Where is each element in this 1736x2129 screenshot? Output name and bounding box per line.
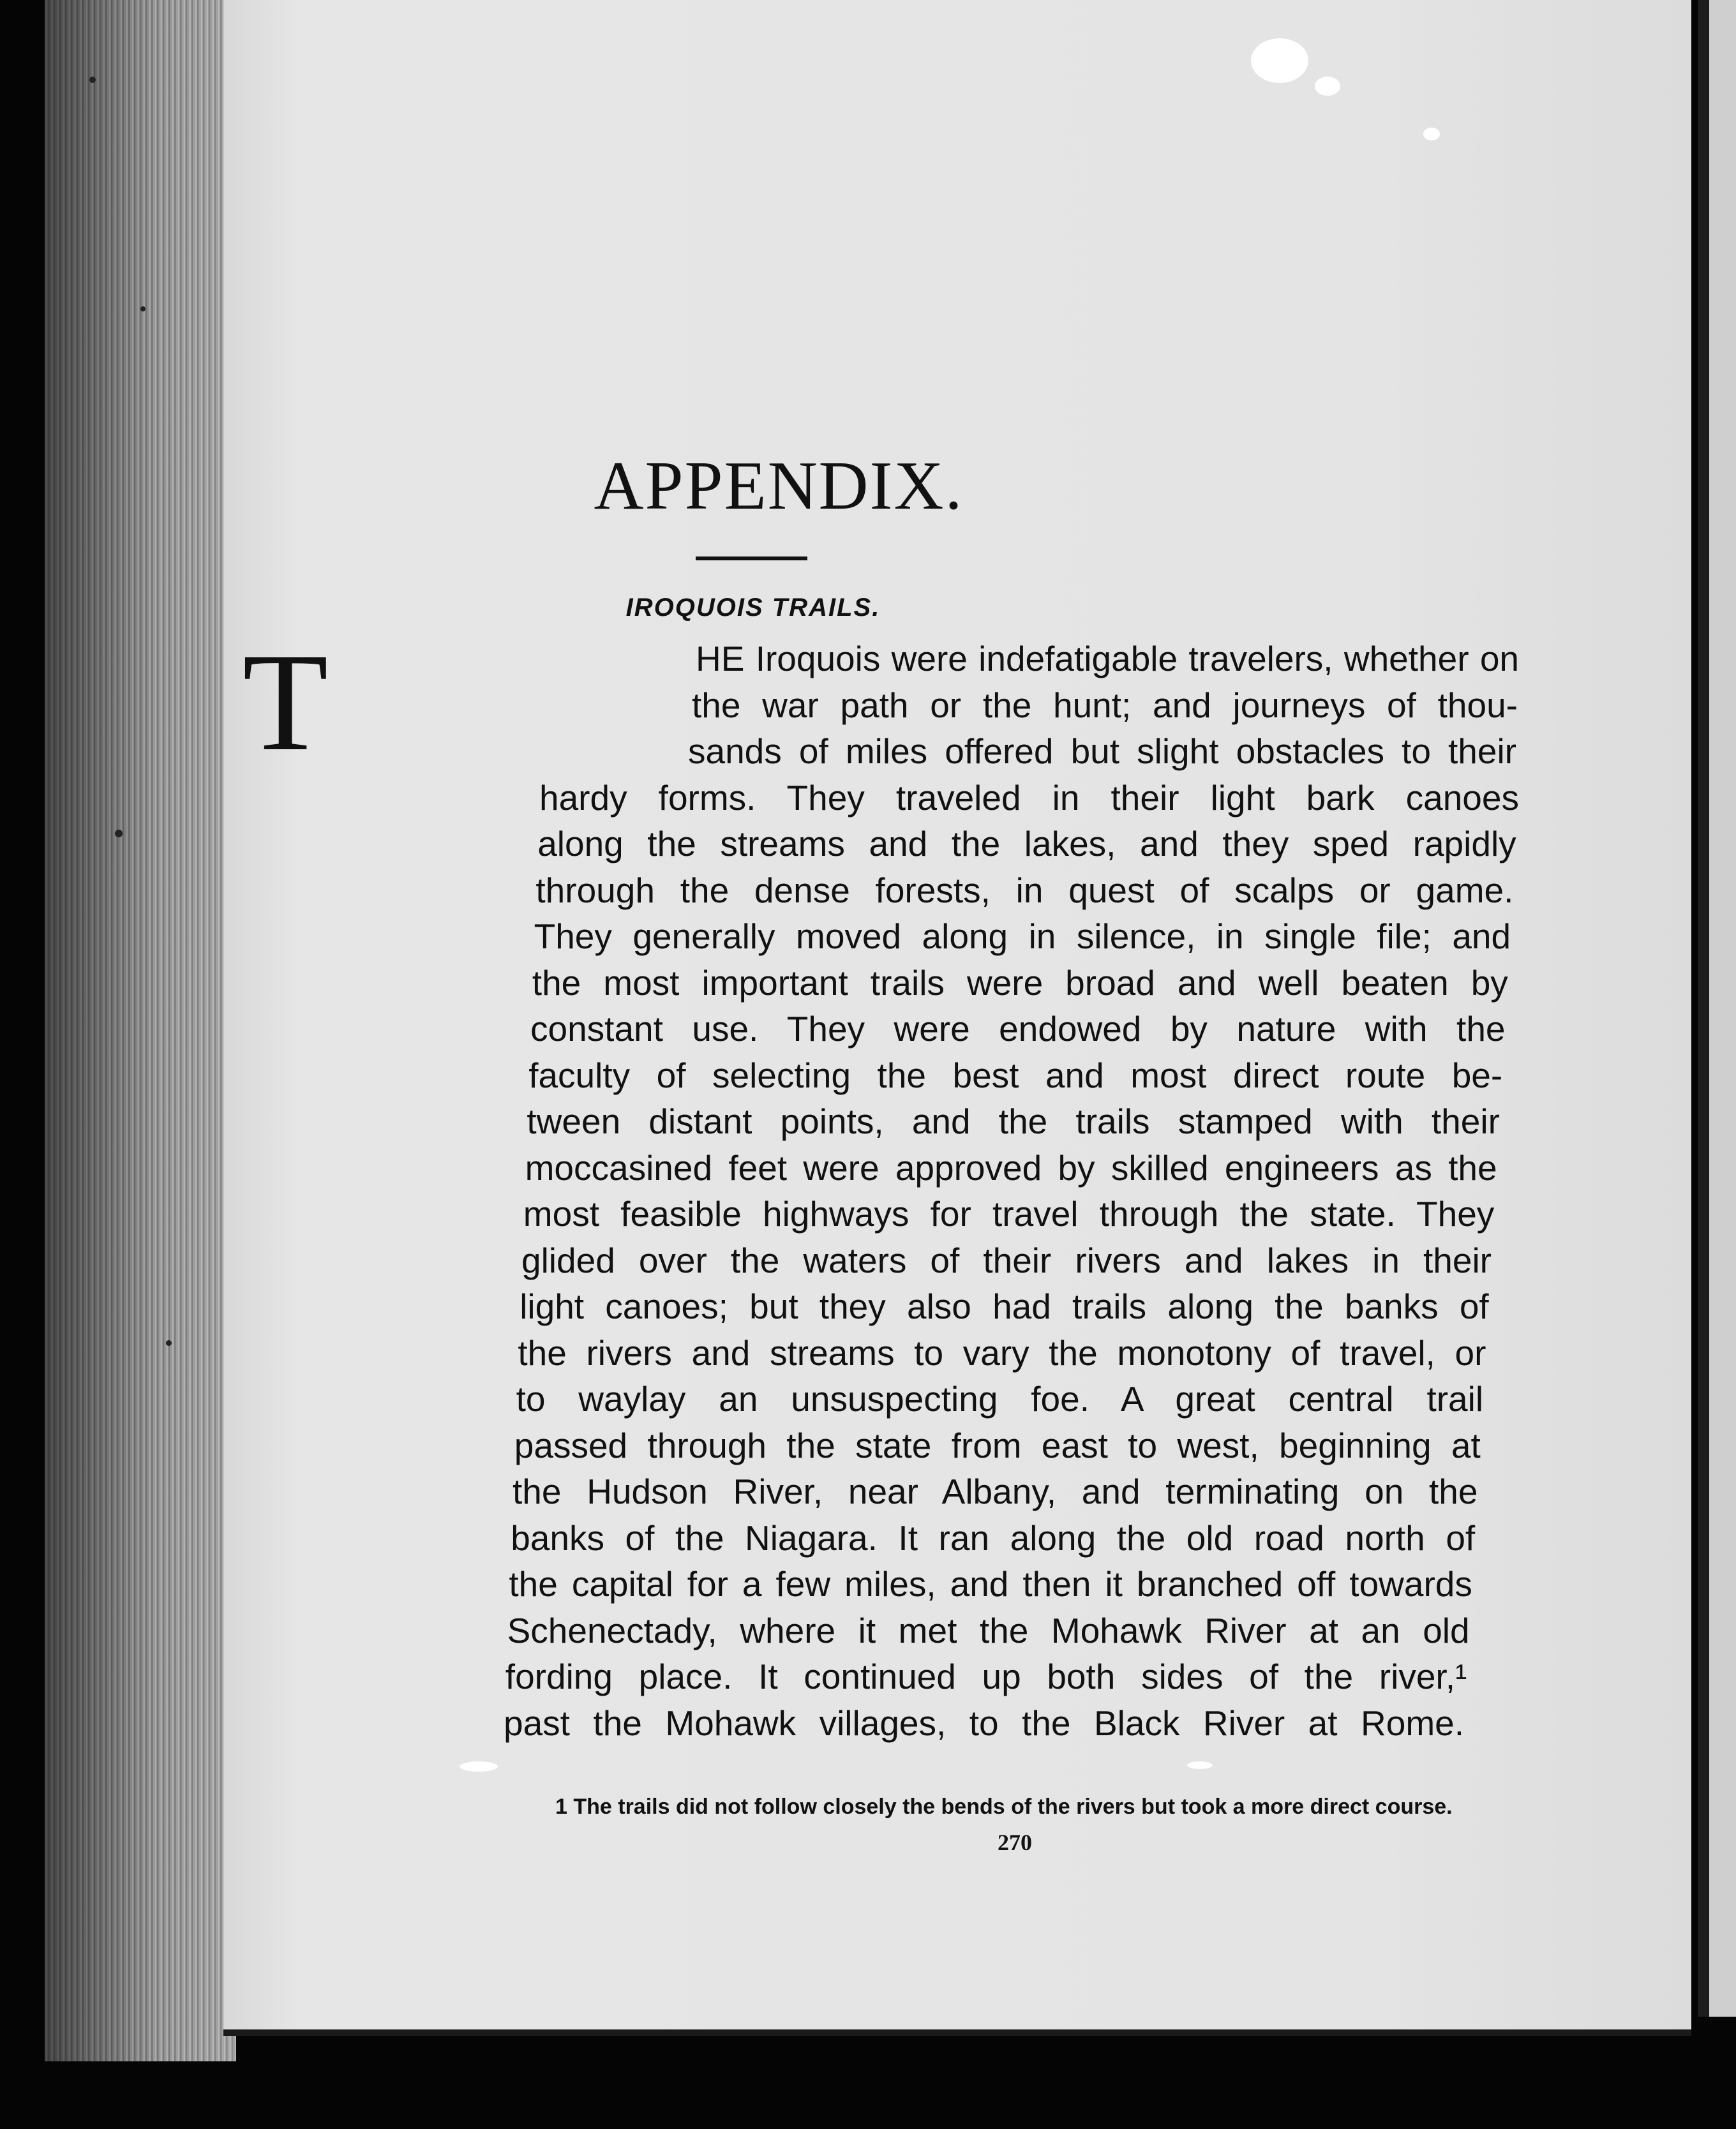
text-line: the most important trails were broad and well beaten by bbox=[532, 962, 1508, 1003]
text-line: glided over the waters of their rivers and lakes in their bbox=[521, 1240, 1492, 1280]
text-line: the rivers and streams to vary the monotony of travel, or bbox=[518, 1333, 1486, 1373]
text-line: tween distant points, and the trails stamped with their bbox=[527, 1102, 1500, 1141]
text-line: faculty of selecting the best and most direct route be- bbox=[528, 1055, 1503, 1095]
page-number: 270 bbox=[998, 1830, 1032, 1855]
text-line: the war path or the hunt; and journeys of thou- bbox=[692, 685, 1518, 725]
text-line: HE Iroquois were indefatigable travelers, whether on bbox=[696, 639, 1519, 678]
text-line: banks of the Niagara. It ran along the old road north of bbox=[511, 1518, 1476, 1558]
text-line: passed through the state from east to west, beginning at bbox=[514, 1425, 1481, 1465]
text-line: They generally moved along in silence, in single file; and bbox=[534, 916, 1511, 956]
text-line: moccasined feet were approved by skilled engineers as the bbox=[525, 1147, 1497, 1188]
text-line: the capital for a few miles, and then it branched off towards bbox=[509, 1564, 1472, 1604]
text-line: the Hudson River, near Albany, and terminating on the bbox=[513, 1472, 1478, 1511]
text-line: sands of miles offered but slight obstacles to their bbox=[688, 731, 1516, 771]
footnote: 1 The trails did not follow closely the bends of the rivers but took a more direct course. bbox=[555, 1795, 1453, 1819]
title-rule bbox=[696, 557, 807, 560]
text-line: light canoes; but they also had trails along the banks of bbox=[520, 1287, 1489, 1326]
page-title: APPENDIX. bbox=[594, 448, 964, 524]
text-line: to waylay an unsuspecting foe. A great central trail bbox=[516, 1379, 1484, 1419]
text-line: Schenectady, where it met the Mohawk River at an old bbox=[507, 1610, 1470, 1650]
text-line: constant use. They were endowed by nature with the bbox=[530, 1009, 1506, 1049]
text-line: past the Mohawk villages, to the Black River at Rome. bbox=[504, 1703, 1464, 1743]
drop-cap: T bbox=[243, 624, 329, 780]
text-line: hardy forms. They traveled in their light bark canoes bbox=[539, 777, 1519, 818]
section-subtitle: IROQUOIS TRAILS. bbox=[625, 594, 881, 622]
text-line: through the dense forests, in quest of scalps or game. bbox=[535, 870, 1514, 910]
adjacent-page-edge bbox=[1698, 0, 1736, 2017]
text-line: along the streams and the lakes, and they sped rapidly bbox=[537, 824, 1516, 863]
text-line: fording place. It continued up both sides of the river,¹ bbox=[505, 1657, 1467, 1696]
text-line: most feasible highways for travel through the state. They bbox=[523, 1194, 1495, 1234]
